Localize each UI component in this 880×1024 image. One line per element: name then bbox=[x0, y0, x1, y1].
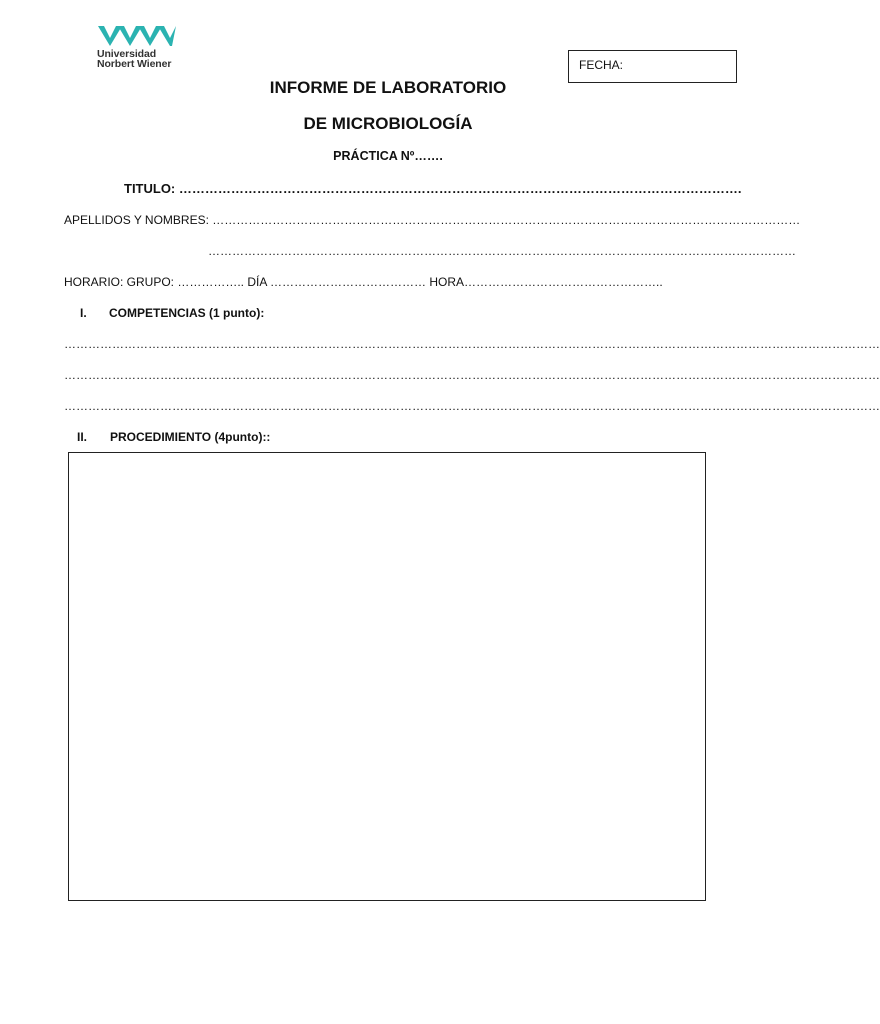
section-1-number: I. bbox=[80, 306, 87, 320]
section-2-heading: PROCEDIMIENTO (4punto):: bbox=[110, 430, 271, 444]
competencias-answer-line[interactable]: …………………………………………………………………………………………………………………………………………………………………………………… bbox=[64, 337, 880, 351]
title-field[interactable]: TITULO: …………………………………………………………………………………………………………………. bbox=[124, 181, 742, 196]
names-field-continued[interactable]: ………………………………………………………………………………………………………………………………… bbox=[208, 244, 796, 258]
schedule-field[interactable]: HORARIO: GRUPO: …………….. DÍA ………………………………… HORA………………………………………….. bbox=[64, 275, 663, 289]
report-title: INFORME DE LABORATORIO bbox=[269, 78, 507, 97]
section-2-number: II. bbox=[77, 430, 88, 444]
section-1-heading: COMPETENCIAS (1 punto): bbox=[109, 306, 265, 320]
competencias-answer-line[interactable]: …………………………………………………………………………………………………………………………………………………………………………………… bbox=[64, 368, 880, 382]
date-label: FECHA: bbox=[579, 58, 624, 72]
logo-line-1: Universidad bbox=[97, 48, 157, 60]
logo-line-2: Norbert Wiener bbox=[97, 58, 172, 70]
names-field[interactable]: APELLIDOS Y NOMBRES: ………………………………………………………………………………………………………………………………… bbox=[64, 213, 801, 227]
procedure-answer-box[interactable] bbox=[68, 452, 706, 901]
competencias-answer-line[interactable]: …………………………………………………………………………………………………………………………………………………………………………………… bbox=[64, 399, 880, 413]
report-subtitle: DE MICROBIOLOGÍA bbox=[303, 114, 473, 133]
logo-wordmark bbox=[97, 49, 171, 69]
practice-number: PRÁCTICA Nº……. bbox=[333, 149, 443, 163]
